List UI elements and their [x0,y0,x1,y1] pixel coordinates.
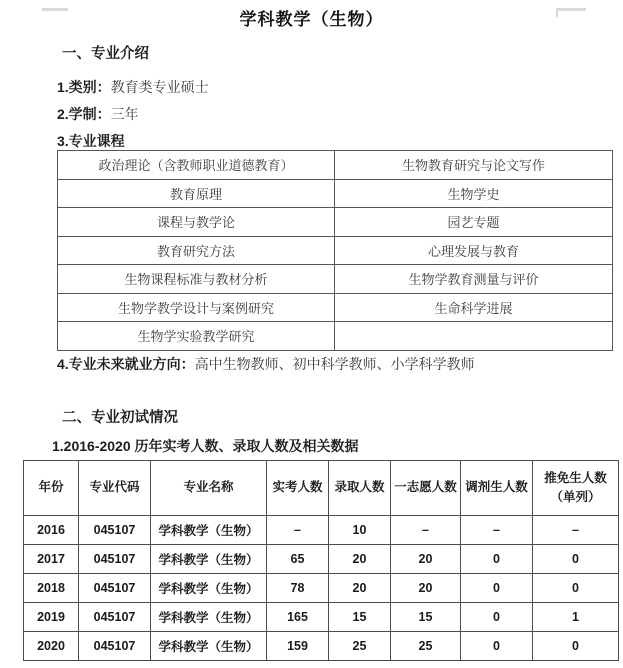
adjusted-cell: 0 [461,602,533,631]
major-name-cell: 学科教学（生物） [151,573,267,602]
stats-header-row [24,460,619,515]
courses-table [57,150,613,351]
year-cell: 2019 [24,602,79,631]
course-cell: 政治理论（含教师职业道德教育） [58,151,335,180]
stats-table-caption: 1.2016-2020 历年实考人数、录取人数及相关数据 [52,437,359,454]
category-value: 教育类专业硕士 [110,79,209,95]
code-cell: 045107 [79,602,151,631]
course-cell: 生物学史 [335,179,613,208]
exam-takers-cell: 65 [267,544,329,573]
col-header-major-code: 专业代码 [79,460,151,515]
exam-takers-cell: 159 [267,631,329,660]
stats-row-2020 [24,631,619,660]
col-header-adjusted: 调剂生人数 [461,460,533,515]
major-name-cell: 学科教学（生物） [151,602,267,631]
first-choice-cell: 15 [391,602,461,631]
course-cell: 生物课程标准与教材分析 [58,265,335,294]
stats-row-2018 [24,573,619,602]
course-cell [335,322,613,351]
course-row [58,236,613,265]
adjusted-cell: 0 [461,573,533,602]
page-corner-mark-left [42,8,68,11]
exam-takers-cell: – [267,515,329,544]
exam-takers-cell: 165 [267,602,329,631]
employment-label: 4.专业未来就业方向： [57,355,195,372]
courses-heading-line [57,133,623,150]
page-corner-mark-right [556,8,586,11]
course-cell: 生物学教学设计与案例研究 [58,293,335,322]
course-row [58,151,613,180]
section2-heading: 二、专业初试情况 [62,409,178,426]
col-header-first-choice: 一志愿人数 [391,460,461,515]
document-page [0,8,623,668]
employment-line [57,356,623,373]
course-row [58,179,613,208]
duration-value: 三年 [110,106,139,122]
adjusted-cell: – [461,515,533,544]
col-header-year: 年份 [24,460,79,515]
course-cell: 教育研究方法 [58,236,335,265]
first-choice-cell: – [391,515,461,544]
major-name-cell: 学科教学（生物） [151,631,267,660]
employment-value: 高中生物教师、初中科学教师、小学科学教师 [194,355,475,372]
courses-heading-label: 3.专业课程 [57,133,125,149]
page-corner-mark-right-edge [556,8,558,17]
page-title: 学科教学（生物） [239,10,384,29]
course-row [58,322,613,351]
admitted-cell: 20 [329,573,391,602]
code-cell: 045107 [79,573,151,602]
course-row [58,293,613,322]
year-cell: 2016 [24,515,79,544]
category-label: 1.类别： [57,79,111,95]
category-line [57,79,623,96]
course-cell: 园艺专题 [335,208,613,237]
year-cell: 2020 [24,631,79,660]
admitted-cell: 15 [329,602,391,631]
exempt-cell: – [533,515,619,544]
course-cell: 生命科学进展 [335,293,613,322]
course-cell: 心理发展与教育 [335,236,613,265]
exempt-cell: 1 [533,602,619,631]
section1-heading: 一、专业介绍 [62,46,149,62]
first-choice-cell: 20 [391,573,461,602]
col-header-exempt [533,460,619,515]
code-cell: 045107 [79,631,151,660]
course-cell: 生物教育研究与论文写作 [335,151,613,180]
course-cell: 课程与教学论 [58,208,335,237]
code-cell: 045107 [79,515,151,544]
first-choice-cell: 25 [391,631,461,660]
course-cell: 生物学教育测量与评价 [335,265,613,294]
adjusted-cell: 0 [461,631,533,660]
col-header-exam-takers: 实考人数 [267,460,329,515]
col-header-exempt-line1: 推免生人数 [544,470,607,485]
course-row [58,208,613,237]
col-header-major-name: 专业名称 [151,460,267,515]
exam-takers-cell: 78 [267,573,329,602]
course-cell: 生物学实验教学研究 [58,322,335,351]
col-header-admitted: 录取人数 [329,460,391,515]
first-choice-cell: 20 [391,544,461,573]
admitted-cell: 10 [329,515,391,544]
year-cell: 2017 [24,544,79,573]
admitted-cell: 20 [329,544,391,573]
course-cell: 教育原理 [58,179,335,208]
duration-label: 2.学制： [57,106,111,122]
code-cell: 045107 [79,544,151,573]
major-name-cell: 学科教学（生物） [151,515,267,544]
admitted-cell: 25 [329,631,391,660]
stats-table [23,460,619,661]
exempt-cell: 0 [533,631,619,660]
major-name-cell: 学科教学（生物） [151,544,267,573]
exempt-cell: 0 [533,573,619,602]
duration-line [57,106,623,123]
col-header-exempt-line2: （单列） [550,489,601,504]
course-row [58,265,613,294]
exempt-cell: 0 [533,544,619,573]
stats-row-2016 [24,515,619,544]
adjusted-cell: 0 [461,544,533,573]
stats-row-2019 [24,602,619,631]
stats-row-2017 [24,544,619,573]
year-cell: 2018 [24,573,79,602]
